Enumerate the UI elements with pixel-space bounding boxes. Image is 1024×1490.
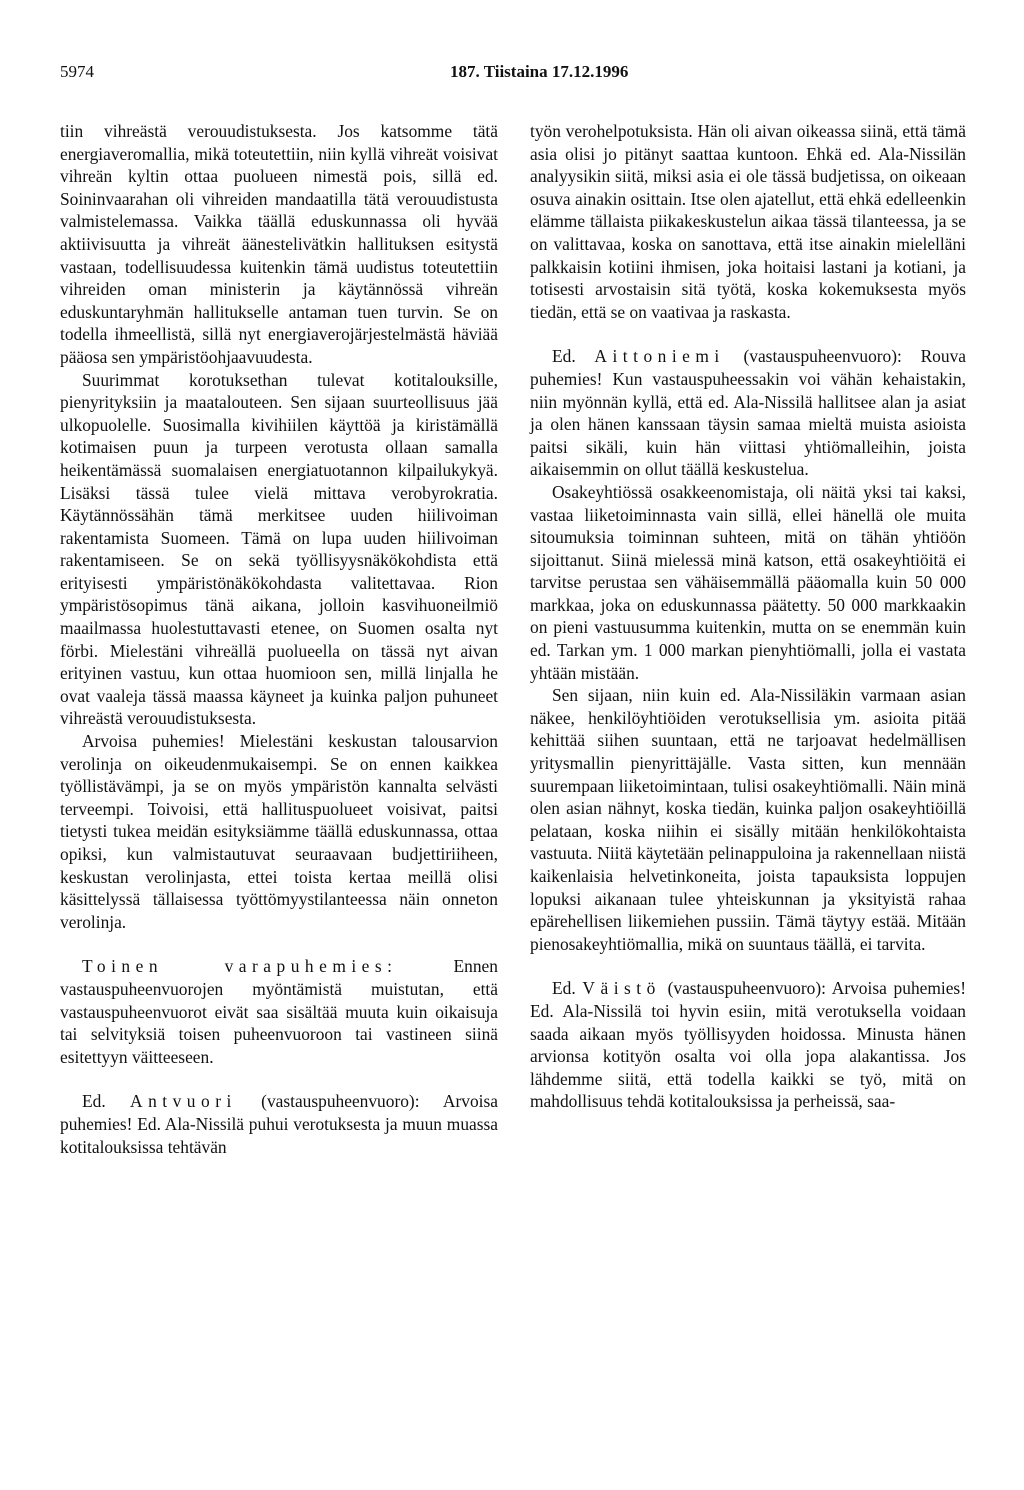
- speaker-paragraph: [60, 1090, 498, 1158]
- speaker-prefix: Ed.: [552, 346, 576, 367]
- paragraph: Osakeyhtiössä osakkeenomistaja, oli näitä yksi tai kaksi, vastaa liiketoiminnasta vain sillä, ellei hänellä ole muita sitoumuksia toiminnan suhteen, mitä on tähän yhtiöön sijoittanut. Siinä mielessä minä katson, että osakeyhtiöitä ei tarvitse perustaa sen vähäisemmällä pääomalla kuin 50 000 markkaa, joka on eduskunnassa päätetty. 50 000 markkaakin on pieni vastuusumma kuitenkin, mutta on se enemmän kuin ed. Tarkan ym. 1 000 markan pienyhtiömalli, jolla ei vastata yhtään mistään.: [530, 481, 966, 683]
- speaker-name: Väistö: [582, 978, 661, 999]
- speech-text: (vastauspuheenvuoro): Arvoisa puhemies! Ed. Ala-Nissilä toi hyvin esiin, mitä verotuksella voidaan saada aikaan myös työllisyyden hoidossa. Minusta hänen arvionsa kotityön osalta voi olla jopa alakantissa. Jos lähdemme siitä, että todella kaikki se työ, mitä on mahdollisuus tehdä kotitalouksissa ja perheissä, saa-: [530, 978, 966, 1112]
- paragraph-gap: [530, 955, 966, 977]
- page-header: [60, 62, 960, 86]
- paragraph-gap: [60, 1068, 498, 1090]
- speaker-prefix: Ed.: [552, 978, 576, 999]
- speaker-paragraph: [530, 345, 966, 481]
- paragraph: Sen sijaan, niin kuin ed. Ala-Nissiläkin varmaan asian näkee, henkilöyhtiöiden verotuksellisia ym. asioita pitää kehittää siihen suuntaan, että ne tarjoavat hedelmällisen yritysmallin pienyrittäjälle. Vasta sitten, kun mennään suurempaan liiketoimintaan, tulisi osakeyhtiömalli. Näin minä olen asian nähnyt, koska tiedän, kuinka paljon osakeyhtiöillä pelataan, koska niihin ei sisälly mitään henkilökohtaista vastuuta. Niitä käytetään pelinappuloina ja rakennellaan niistä kaikenlaisia helvetinkoneita, joista tapauksista loppujen lopuksi aikanaan tulee yhteiskunnan ja yksityistä rahaa epärehellisen liikemiehen pussiin. Tämä täytyy estää. Mitään pienosakeyhtiömallia, mikä on suuntaus täällä, ei tarvita.: [530, 685, 966, 954]
- speaker-name: Aittoniemi: [594, 346, 725, 367]
- paragraph-gap: [60, 933, 498, 955]
- speech-text: Ennen vastauspuheenvuorojen myöntämistä muistutan, että vastauspuheenvuorot eivät saa sisältää muuta kuin oikaisuja tai selvityksiä toisen puheenvuoroon tai vastineen siinä esitettyyn väitteeseen.: [60, 956, 498, 1067]
- issue-date: 187. Tiistaina 17.12.1996: [450, 62, 629, 81]
- paragraph-gap: [530, 323, 966, 345]
- speaker-paragraph: [60, 955, 498, 1068]
- speaker-name: Toinen varapuhemies:: [82, 956, 398, 977]
- left-column: [60, 120, 498, 1158]
- speaker-name: Antvuori: [130, 1091, 237, 1112]
- speech-text: (vastauspuheenvuoro): Arvoisa puhemies! Ed. Ala-Nissilä puhui verotuksesta ja muun muassa kotitalouksissa tehtävän: [60, 1091, 498, 1157]
- paragraph: tiin vihreästä verouudistuksesta. Jos katsomme tätä energiaveromallia, mikä toteutettiin, niin kyllä vihreät voisivat vihreän kyltin ottaa puolueen nimestä pois, sillä ed. Soininvaarahan oli vihreiden mandaatilla tätä verouudistusta valmistelemassa. Vaikka täällä eduskunnassa oli hyvää aktiivisuutta ja vihreät äänestelivätkin hallituksen esitystä vastaan, todellisuudessa kuitenkin tämä uudistus toteutettiin vihreiden oman ministerin ja käytännössä vihreän eduskuntaryhmän hallitukselle antaman tuen turvin. Se on todella ihmeellistä, sillä nyt energiaverojärjestelmästä häviää pääosa sen ympäristöohjaavuudesta.: [60, 121, 498, 367]
- right-column: [530, 120, 966, 1113]
- page-number: 5974: [60, 62, 94, 81]
- paragraph: työn verohelpotuksista. Hän oli aivan oikeassa siinä, että tämä asia olisi jo pitänyt saattaa kuntoon. Ehkä ed. Ala-Nissilän analyysikin siitä, miksi asia ei ole tässä budjetissa, on oikeaan osuva ainakin osittain. Itse olen ajatellut, että ehkä edelleenkin elämme tällaista piikakeskustelun aikaa tässä tilanteessa, ja se on valittavaa, koska on sanottava, että itse ainakin mielelläni palkkaisin kotiini ihmisen, joka hoitaisi lastani ja kotiani, ja totisesti arvostaisin sitä työtä, koska kokemuksesta myös tiedän, että se on vaativaa ja raskasta.: [530, 121, 966, 322]
- speaker-prefix: Ed.: [82, 1091, 106, 1112]
- speaker-paragraph: [530, 977, 966, 1113]
- paragraph: Suurimmat korotuksethan tulevat kotitalouksille, pienyrityksiin ja maatalouteen. Sen sijaan suurteollisuus jää ulkopuolelle. Suosimalla kivihiilen käyttöä ja kiristämällä kotimaisen puun ja turpeen verotusta ollaan samalla heikentämässä suomalaisen energiatuotannon kilpailukykyä. Lisäksi tässä tulee vielä mittava verobyrokratia. Käytännössähän tämä merkitsee uuden hiilivoiman rakentamista Suomeen. Tämä on lupa uuden hiilivoiman rakentamiseen. Se on sekä työllisyysnäkökohdista että erityisesti ympäristönäkökohdasta valitettavaa. Rion ympäristösopimus tänä aikana, jolloin kasvihuoneilmiö maailmassa huolestuttavasti etenee, on Suomen osalta nyt förbi. Mielestäni vihreällä puolueella on tässä nyt aivan erityinen vastuu, kun ottaa huomioon sen, millä linjalla he ovat vaaleja tässä maassa käyneet ja kuinka paljon puhuneet vihreästä verouudistuksesta.: [60, 369, 498, 729]
- speech-text: (vastauspuheenvuoro): Rouva puhemies! Kun vastauspuheessakin voi vähän kehaistakin, niin myönnän kyllä, että ed. Ala-Nissilä hallitsee alan ja asiat ja olen hänen kanssaan täysin samaa mieltä muista asioista paitsi sikäli, kuin hän viittasi yhtiömalleihin, joista aikaisemmin on ollut täällä keskustelua.: [530, 346, 966, 480]
- paragraph: Arvoisa puhemies! Mielestäni keskustan talousarvion verolinja on oikeudenmukaisempi. Se on ennen kaikkea työllistävämpi, ja se on myös ympäristön kannalta selvästi terveempi. Toivoisi, että hallituspuolueet voisivat, paitsi tietysti tukea meidän esityksiämme täällä eduskunnassa, ottaa opiksi, kun valmistautuvat seuraavaan budjettiriiheen, keskustan verolinjasta, ettei toista kertaa meillä olisi käsittelyssä tällaisessa työttömyystilanteessa näin onneton verolinja.: [60, 731, 498, 932]
